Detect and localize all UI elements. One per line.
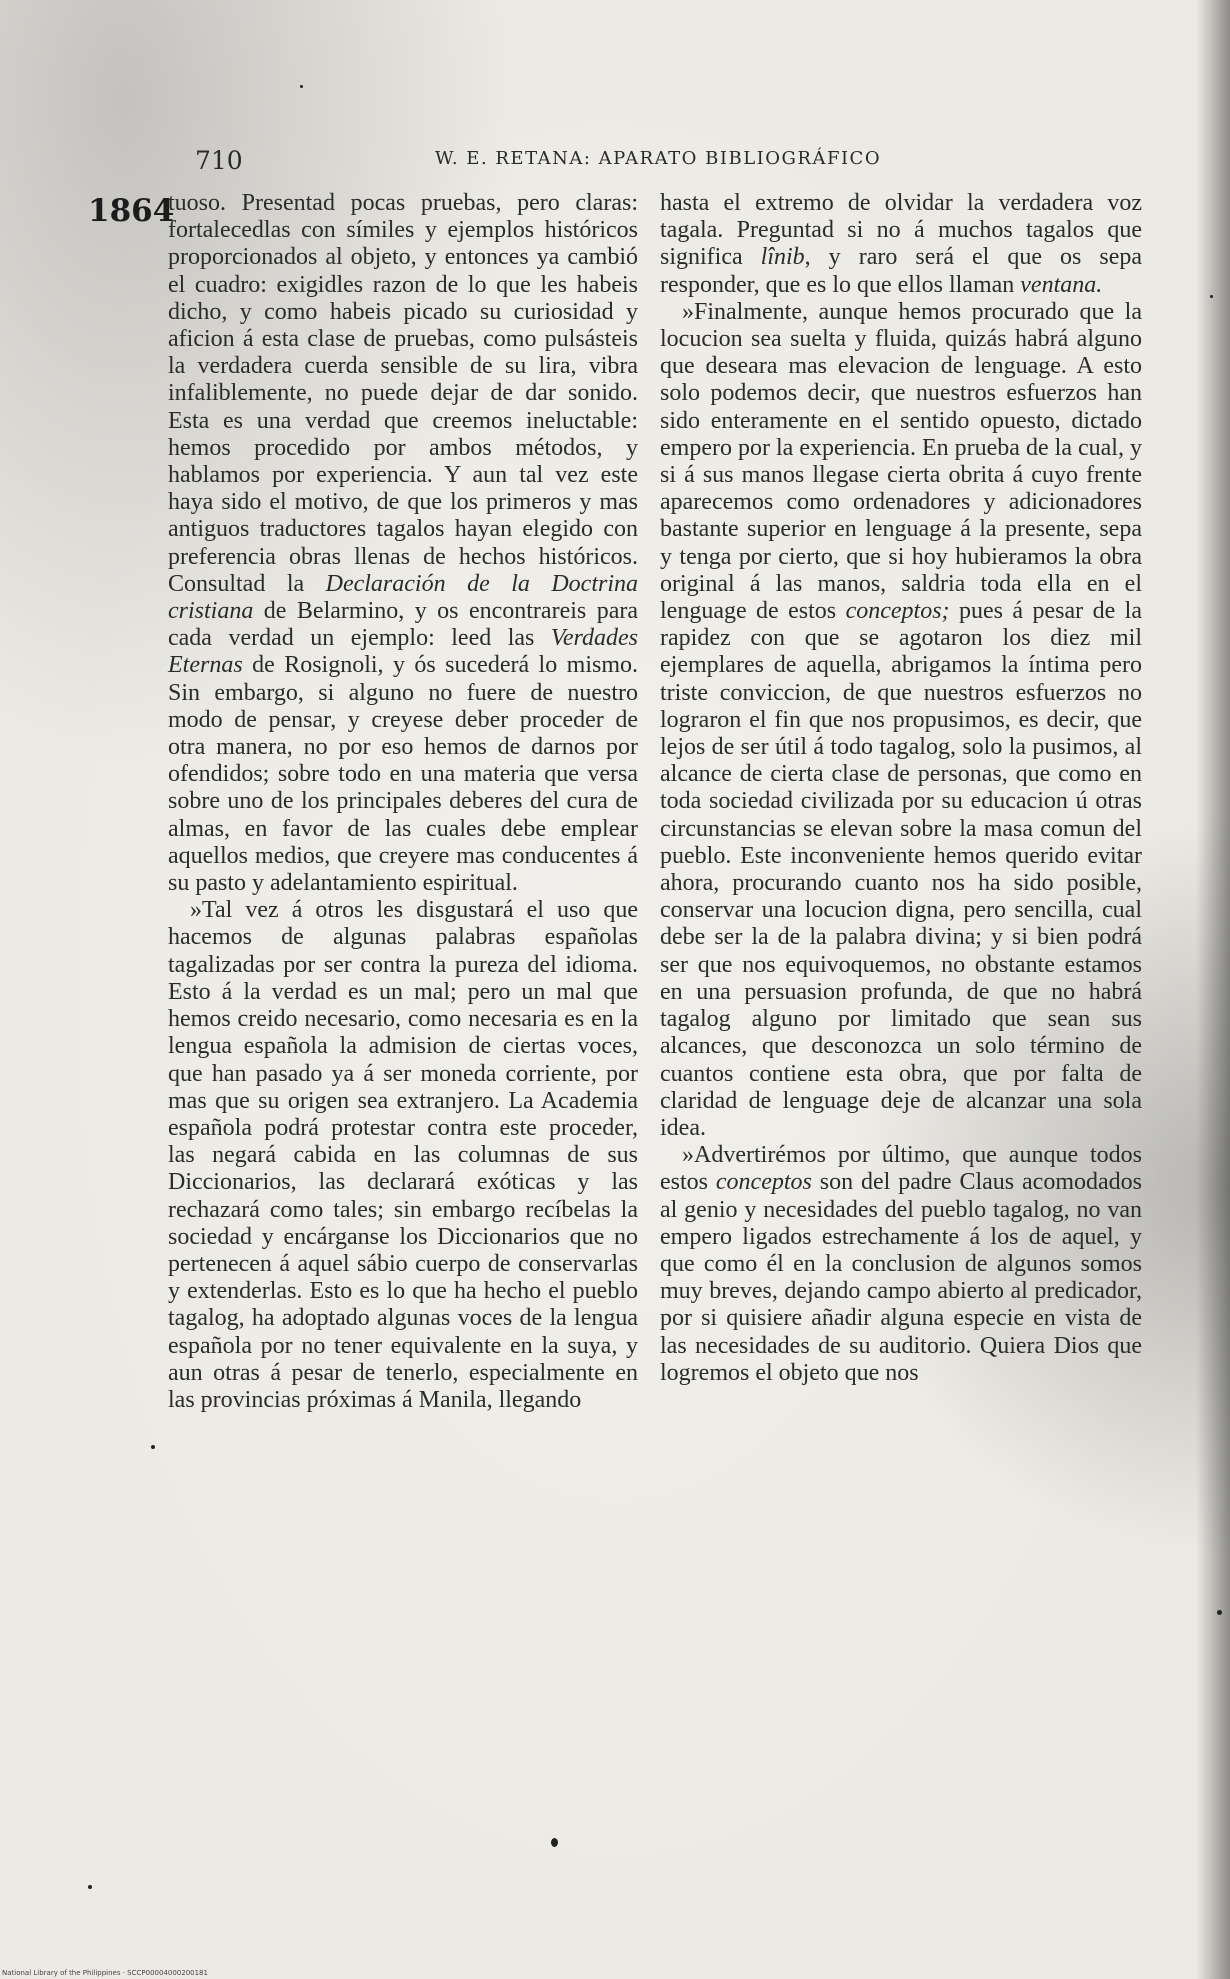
scan-footer-tag: National Library of the Philippines · SCCP00004000200181 xyxy=(2,1969,208,1977)
page-number: 710 xyxy=(195,146,243,175)
right-p1-text-b: , y raro será el que os sepa responder, que es lo que ellos llaman xyxy=(660,244,1142,298)
left-column xyxy=(168,190,638,1414)
right-p3-text-b: son del padre Claus acomodados al genio y necesidades del pueblo tagalog, no van empero ligados estrechamente á los de aquel, y que como él en la conclusion de algunos somos muy breves, dejando campo abierto al predicador, por si quisiere añadir alguna especie en vista de las necesidades de su auditorio. Quiera Dios que logremos el objeto que nos xyxy=(660,1169,1142,1386)
right-p2-text: »Finalmente, aunque hemos procurado que la locucion sea suelta y fluida, quizás habrá alguno que deseara mas elevacion de lenguage. A esto solo podemos decir, que nuestros esfuerzos han sido enteramente en el sentido opuesto, dictado empero por la experiencia. En prueba de la cual, y si á sus manos llegase cierta obrita á cuyo frente aparecemos como ordenadores y adicionadores bastante superior en lenguage á la presente, sepa y tenga por cierto, que si hoy hubieramos la obra original á las manos, saldria toda ella en el lenguage de estos xyxy=(660,298,1142,625)
left-p2-text: »Tal vez á otros les disgustará el uso que hacemos de algunas palabras españolas tagalizadas por ser contra la pureza del idioma. Esto á la verdad es un mal; pero un mal que hemos creido necesario, como necesaria es en la lengua española la admision de ciertas voces, que han pasado ya á ser moneda corriente, por mas que su origen sea extranjero. La Academia española podrá protestar contra este proceder, las negará cabida en las columnas de sus Diccionarios, las declarará exóticas y las rechazará como tales; sin embargo recíbelas la sociedad y encárganse los Diccionarios que no pertenecen á aquel sábio cuerpo de conservarlas y extenderlas. Esto es lo que ha hecho el pueblo tagalog, ha adoptado algunas voces de la lengua española por no tener equivalente en la suya, y aun otras á pesar de tenerlo, especialmente en las provincias próximas á Manila, llegando xyxy=(168,897,638,1413)
dust-speck xyxy=(551,1838,558,1847)
right-paragraph-2 xyxy=(660,299,1142,1142)
right-p2-italic: conceptos; xyxy=(845,598,950,625)
right-p3-text: »Advertirémos por último, que aunque todos estos xyxy=(660,1142,1142,1196)
running-head xyxy=(195,140,895,180)
left-p1-text: tuoso. Presentad pocas pruebas, pero claras: fortalecedlas con símiles y ejemplos históricos proporcionados al objeto, y entonces ya cambió el cuadro: exigidles razon de lo que les habeis dicho, y como habeis picado su curiosidad y aficion á esta clase de pruebas, como pulsásteis la verdadera cuerda sensible de su lira, vibra infaliblemente, no puede dejar de dar sonido. Esta es una verdad que creemos ineluctable: hemos procedido por ambos métodos, y hablamos por experiencia. Y aun tal vez este haya sido el motivo, de que los primeros y mas antiguos traductores tagalos hayan elegido con preferencia obras llenas de hechos históricos. Consultad la xyxy=(168,190,638,597)
right-p2-text-b: pues á pesar de la rapidez con que se agotaron los diez mil ejemplares de aquella, abrigamos la íntima pero triste conviccion, de que nuestros esfuerzos no lograron el fin que nos propusimos, es decir, que lejos de ser útil á todo tagalog, solo la pusimos, al alcance de cierta clase de personas, que como en toda sociedad civilizada por su educacion ú otras circunstancias se elevan sobre la masa comun del pueblo. Este inconveniente hemos querido evitar ahora, procurando cuanto nos ha sido posible, conservar una locucion digna, pero sencilla, cual debe ser la de la palabra divina; y si bien podrá ser que nos equivoquemos, no obstante estamos en una persuasion profunda, de que no habrá tagalog alguno por limitado que sean sus alcances, que desconozca un solo término de cuantos contiene esta obra, que por falta de claridad de lenguage deje de alcanzar una sola idea. xyxy=(660,598,1142,1141)
left-paragraph-2 xyxy=(168,897,638,1414)
right-p1-text: hasta el extremo de olvidar la verdadera voz tagala. Preguntad si no á muchos tagalos que significa xyxy=(660,190,1142,271)
header-title: W. E. RETANA: APARATO BIBLIOGRÁFICO xyxy=(435,148,882,169)
left-p1-text-c: de Rosignoli, y ós sucederá lo mismo. Sin embargo, si alguno no fuere de nuestro modo de pensar, y creyese deber proceder de otra manera, no por eso hemos de darnos por ofendidos; sobre todo en una materia que versa sobre uno de los principales deberes del cura de almas, en favor de las cuales debe emplear aquellos medios, que creyere mas conducentes á su pasto y adelantamiento espiritual. xyxy=(168,652,638,897)
dust-speck xyxy=(1210,295,1213,298)
dust-speck xyxy=(1217,1610,1222,1615)
dust-speck xyxy=(151,1445,155,1449)
dust-speck xyxy=(88,1885,92,1889)
left-paragraph-1 xyxy=(168,190,638,897)
page-edge-shadow xyxy=(1196,0,1230,1979)
left-p1-italic-1: Declaración de la Doctrina cristiana xyxy=(168,570,639,625)
right-paragraph-3 xyxy=(660,1142,1142,1387)
left-p1-italic-2: Verdades Eternas xyxy=(168,625,638,679)
right-p3-italic: conceptos xyxy=(715,1169,812,1196)
right-column xyxy=(660,190,1142,1387)
dust-speck xyxy=(300,85,303,88)
right-p1-italic-2: ventana. xyxy=(1020,271,1103,298)
right-paragraph-1 xyxy=(660,190,1142,299)
right-p1-italic-1: lînib xyxy=(760,244,805,271)
left-p1-text-b: de Belarmino, y os encontrareis para cada verdad un ejemplo: leed las xyxy=(168,598,638,652)
margin-year: 1864 xyxy=(88,193,175,229)
